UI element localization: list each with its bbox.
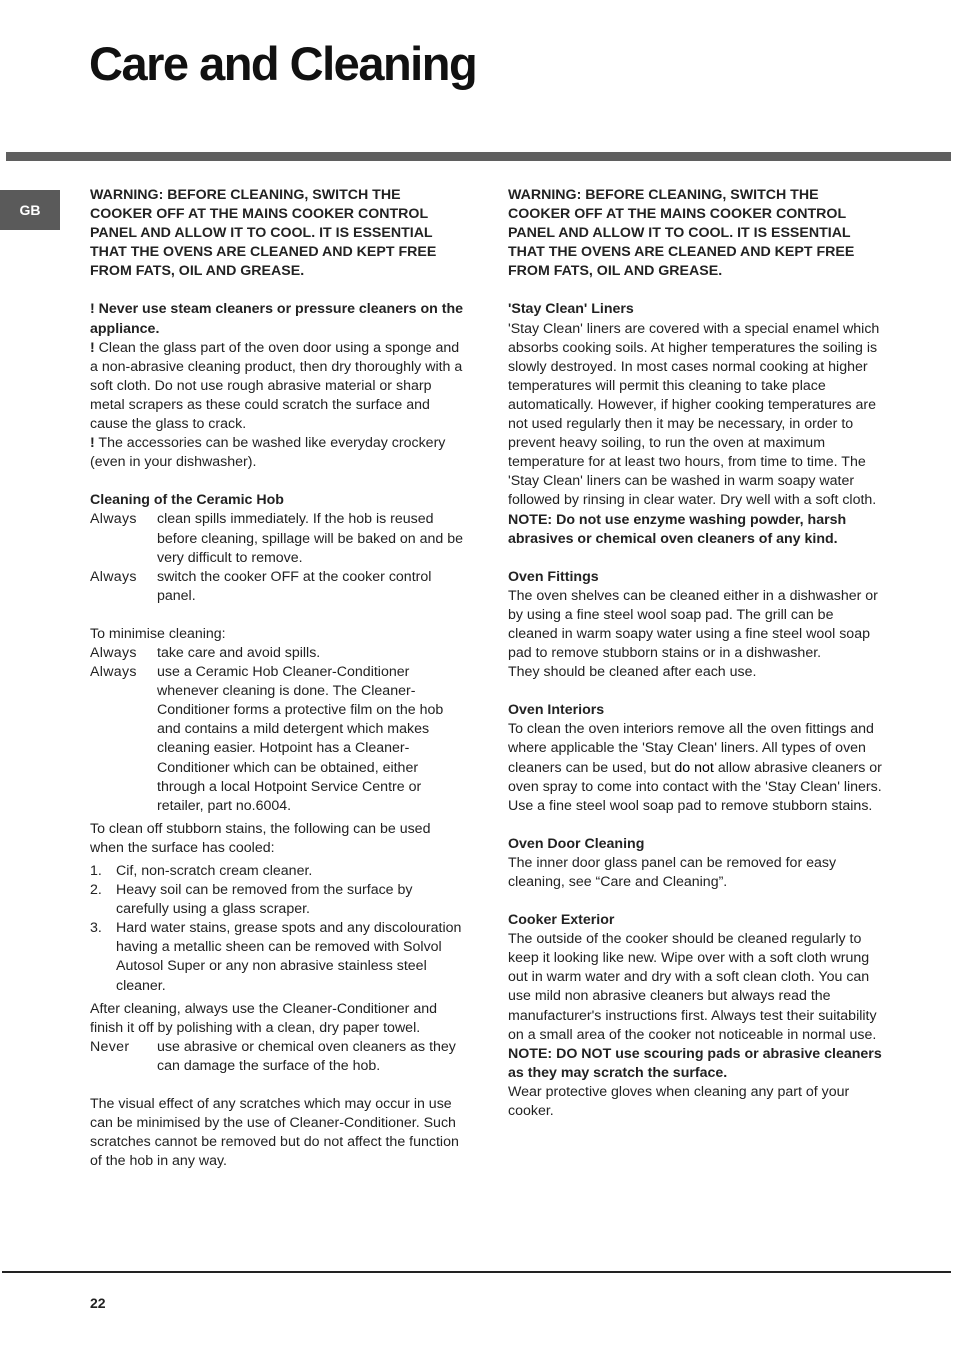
always-term: Always xyxy=(90,511,137,528)
accessories-text: The accessories can be washed like everyday crockery (even in your dishwasher). xyxy=(90,435,446,471)
never-text: use abrasive or chemical oven cleaners as they can damage the surface of the hob. xyxy=(157,1038,456,1074)
stain-removal-steps xyxy=(90,862,465,996)
language-tab: GB xyxy=(0,190,60,230)
step-number: 2. xyxy=(90,882,102,899)
glass-cleaning-text: Clean the glass part of the oven door using a sponge and a non-abrasive cleaning product, then dry thoroughly with a soft cloth. Do not use rough abrasive material or sharp metal scrapers as these could scratch the surface and cause the glass to crack. xyxy=(90,339,463,433)
accessories-note xyxy=(90,434,465,472)
always-switch-off xyxy=(90,568,465,606)
oven-fittings-heading: Oven Fittings xyxy=(508,568,599,585)
right-column xyxy=(508,186,883,1121)
step-text: Heavy soil can be removed from the surface by carefully using a glass scraper. xyxy=(116,882,413,918)
page-title: Care and Cleaning xyxy=(89,37,477,90)
stubborn-stains-intro: To clean off stubborn stains, the following can be used when the surface has cooled: xyxy=(90,820,431,856)
glass-cleaning-note xyxy=(90,339,465,434)
always-term: Always xyxy=(90,568,137,585)
right-warning: WARNING: BEFORE CLEANING, SWITCH THE COOKER OFF AT THE MAINS COOKER CONTROL PANEL AND ALLOW IT TO COOL. IT IS ESSENTIAL THAT THE OVENS ARE CLEANED AND KEPT FREE FROM FATS, OIL AND GREASE. xyxy=(508,187,855,280)
header-rule xyxy=(6,152,951,161)
exclamation-mark: ! xyxy=(90,339,95,356)
oven-fittings-text: The oven shelves can be cleaned either in a dishwasher or by using a fine steel wool soap pad. The grill can be cleaned in warm soapy water using a fine steel wool soap pad to remove stubborn stains or in a dishwasher. xyxy=(508,587,878,662)
interiors-text-1: To clean the oven interiors remove all the oven fittings and where applicable the 'Stay Clean' liners. All types of oven cleaners can be used, but xyxy=(508,721,874,776)
step-text: Cif, non-scratch cream cleaner. xyxy=(116,863,313,879)
page-number: 22 xyxy=(90,1295,106,1311)
cooker-exterior-text: The outside of the cooker should be cleaned regularly to keep it looking like new. Wipe over with a soft cloth wrung out in warm water and dry with a soft clean cloth. You can use mild non abrasive cleaners but always read the manufacturer's instructions first. Always test their suitability on a small area of the cooker not noticeable in normal use. xyxy=(508,931,877,1043)
stay-clean-liners-heading: 'Stay Clean' Liners xyxy=(508,301,634,318)
cooker-exterior-heading: Cooker Exterior xyxy=(508,912,615,929)
never-use-abrasives xyxy=(90,1038,465,1076)
step-number: 3. xyxy=(90,920,102,937)
always-text: clean spills immediately. If the hob is reused before cleaning, spillage will be baked on and be very difficult to remove. xyxy=(157,511,464,566)
minimise-cleaning-intro: To minimise cleaning: xyxy=(90,625,226,642)
steam-cleaner-warning: ! Never use steam cleaners or pressure cleaners on the appliance. xyxy=(90,301,463,337)
exterior-note: NOTE: DO NOT use scouring pads or abrasive cleaners as they may scratch the surface. xyxy=(508,1045,882,1081)
ceramic-hob-heading: Cleaning of the Ceramic Hob xyxy=(90,492,284,509)
step-text: Hard water stains, grease spots and any discolouration having a metallic sheen can be removed with Solvol Autosol Super or any non abrasive stainless steel cleaner. xyxy=(116,920,462,994)
always-text: use a Ceramic Hob Cleaner-Conditioner whenever cleaning is done. The Cleaner-Conditioner forms a protective film on the hob and contains a mild detergent which makes cleaning easier. Hotpoint has a Cleaner-Conditioner which can be obtained, either through a local Hotpoint Service Centre or retailer, part no.6004. xyxy=(157,664,444,814)
always-use-conditioner xyxy=(90,663,465,816)
list-item xyxy=(90,862,465,881)
oven-fittings-text-2: They should be cleaned after each use. xyxy=(508,664,757,681)
always-clean-spills xyxy=(90,510,465,567)
always-term: Always xyxy=(90,664,137,681)
scratches-note: The visual effect of any scratches which may occur in use can be minimised by the use of Cleaner-Conditioner. Such scratches cannot be removed but do not affect the function of the hob in any way. xyxy=(90,1096,459,1170)
step-number: 1. xyxy=(90,863,102,879)
interiors-text-2: allow abrasive cleaners or oven spray to come into contact with the 'Stay Clean' liners. Use a fine steel wool soap pad to remove stubborn stains. xyxy=(508,759,882,814)
oven-door-heading: Oven Door Cleaning xyxy=(508,835,645,852)
always-avoid-spills xyxy=(90,644,465,663)
list-item xyxy=(90,881,465,919)
always-text: switch the cooker OFF at the cooker control panel. xyxy=(157,568,432,604)
stay-clean-liners-text: 'Stay Clean' liners are covered with a special enamel which absorbs cooking soils. At higher temperatures the soiling is slowly destroyed. In most cases normal cooking at higher temperatures will permit this cleaning to take place automatically. However, if higher cooking temperatures are not used regularly then it may be necessary, in order to prevent heavy soiling, to run the oven at maximum temperature for at least two hours, from time to time. The 'Stay Clean' liners can be washed in warm soapy water followed by rinsing in clear water. Dry well with a soft cloth. xyxy=(508,320,880,509)
footer-rule xyxy=(2,1271,951,1273)
left-column xyxy=(90,186,465,1171)
oven-door-text: The inner door glass panel can be removed for easy cleaning, see “Care and Cleaning”. xyxy=(508,854,837,890)
oven-interiors-text xyxy=(508,720,883,815)
exclamation-mark: ! xyxy=(90,435,95,452)
oven-interiors-heading: Oven Interiors xyxy=(508,702,605,719)
always-text: take care and avoid spills. xyxy=(157,644,321,661)
protective-gloves-note: Wear protective gloves when cleaning any part of your cooker. xyxy=(508,1083,850,1120)
interiors-do-not: do not xyxy=(674,759,714,776)
always-term: Always xyxy=(90,644,137,661)
left-warning: WARNING: BEFORE CLEANING, SWITCH THE COOKER OFF AT THE MAINS COOKER CONTROL PANEL AND ALLOW IT TO COOL. IT IS ESSENTIAL THAT THE OVENS ARE CLEANED AND KEPT FREE FROM FATS, OIL AND GREASE. xyxy=(90,187,437,280)
list-item xyxy=(90,919,465,995)
liners-note: NOTE: Do not use enzyme washing powder, harsh abrasives or chemical oven cleaners of any kind. xyxy=(508,511,847,547)
never-term: Never xyxy=(90,1038,130,1055)
after-cleaning-note: After cleaning, always use the Cleaner-Conditioner and finish it off by polishing with a clean, dry paper towel. xyxy=(90,1000,438,1036)
